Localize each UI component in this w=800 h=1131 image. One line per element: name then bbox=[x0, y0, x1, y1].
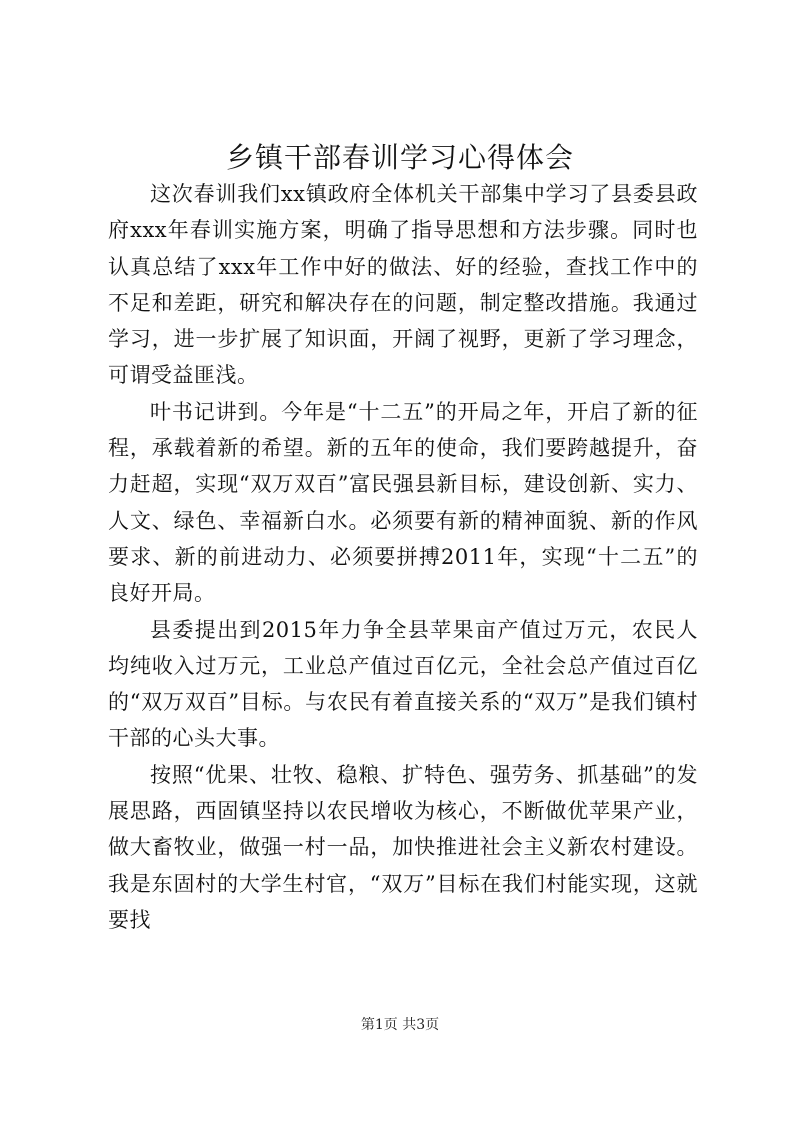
paragraph-2: 叶书记讲到。今年是“十二五”的开局之年，开启了新的征程，承载着新的希望。新的五年的使命，我们要跨越提升，奋力赶超，实现“双万双百”富民强县新目标，建设创新、实力、人文、绿色、幸福新白水。必须要有新的精神面貌、新的作风要求、新的前进动力、必须要拼搏2011年，实现“十二五”的良好开局。 bbox=[108, 399, 698, 606]
page-footer: 第1页 共3页 bbox=[360, 1017, 440, 1033]
paragraph-1: 这次春训我们xx镇政府全体机关干部集中学习了县委县政府xxx年春训实施方案，明确了指导思想和方法步骤。同时也认真总结了xxx年工作中好的做法、好的经验，查找工作中的不足和差距，研究和解决存在的问题，制定整改措施。我通过学习，进一步扩展了知识面，开阔了视野，更新了学习理念，可谓受益匪浅。 bbox=[108, 182, 698, 388]
document-title: 乡镇干部春训学习心得体会 bbox=[225, 141, 574, 174]
paragraph-4: 按照“优果、壮牧、稳粮、扩特色、强劳务、抓基础”的发展思路，西固镇坚持以农民增收为核心，不断做优苹果产业，做大畜牧业，做强一村一品，加快推进社会主义新农村建设。我是东固村的大学生村官，“双万”目标在我们村能实现，这就要找 bbox=[108, 762, 698, 932]
document-body bbox=[108, 176, 698, 938]
paragraph-3: 县委提出到2015年力争全县苹果亩产值过万元，农民人均纯收入过万元，工业总产值过百亿元，全社会总产值过百亿的“双万双百”目标。与农民有着直接关系的“双万”是我们镇村干部的心头大事。 bbox=[108, 617, 698, 751]
